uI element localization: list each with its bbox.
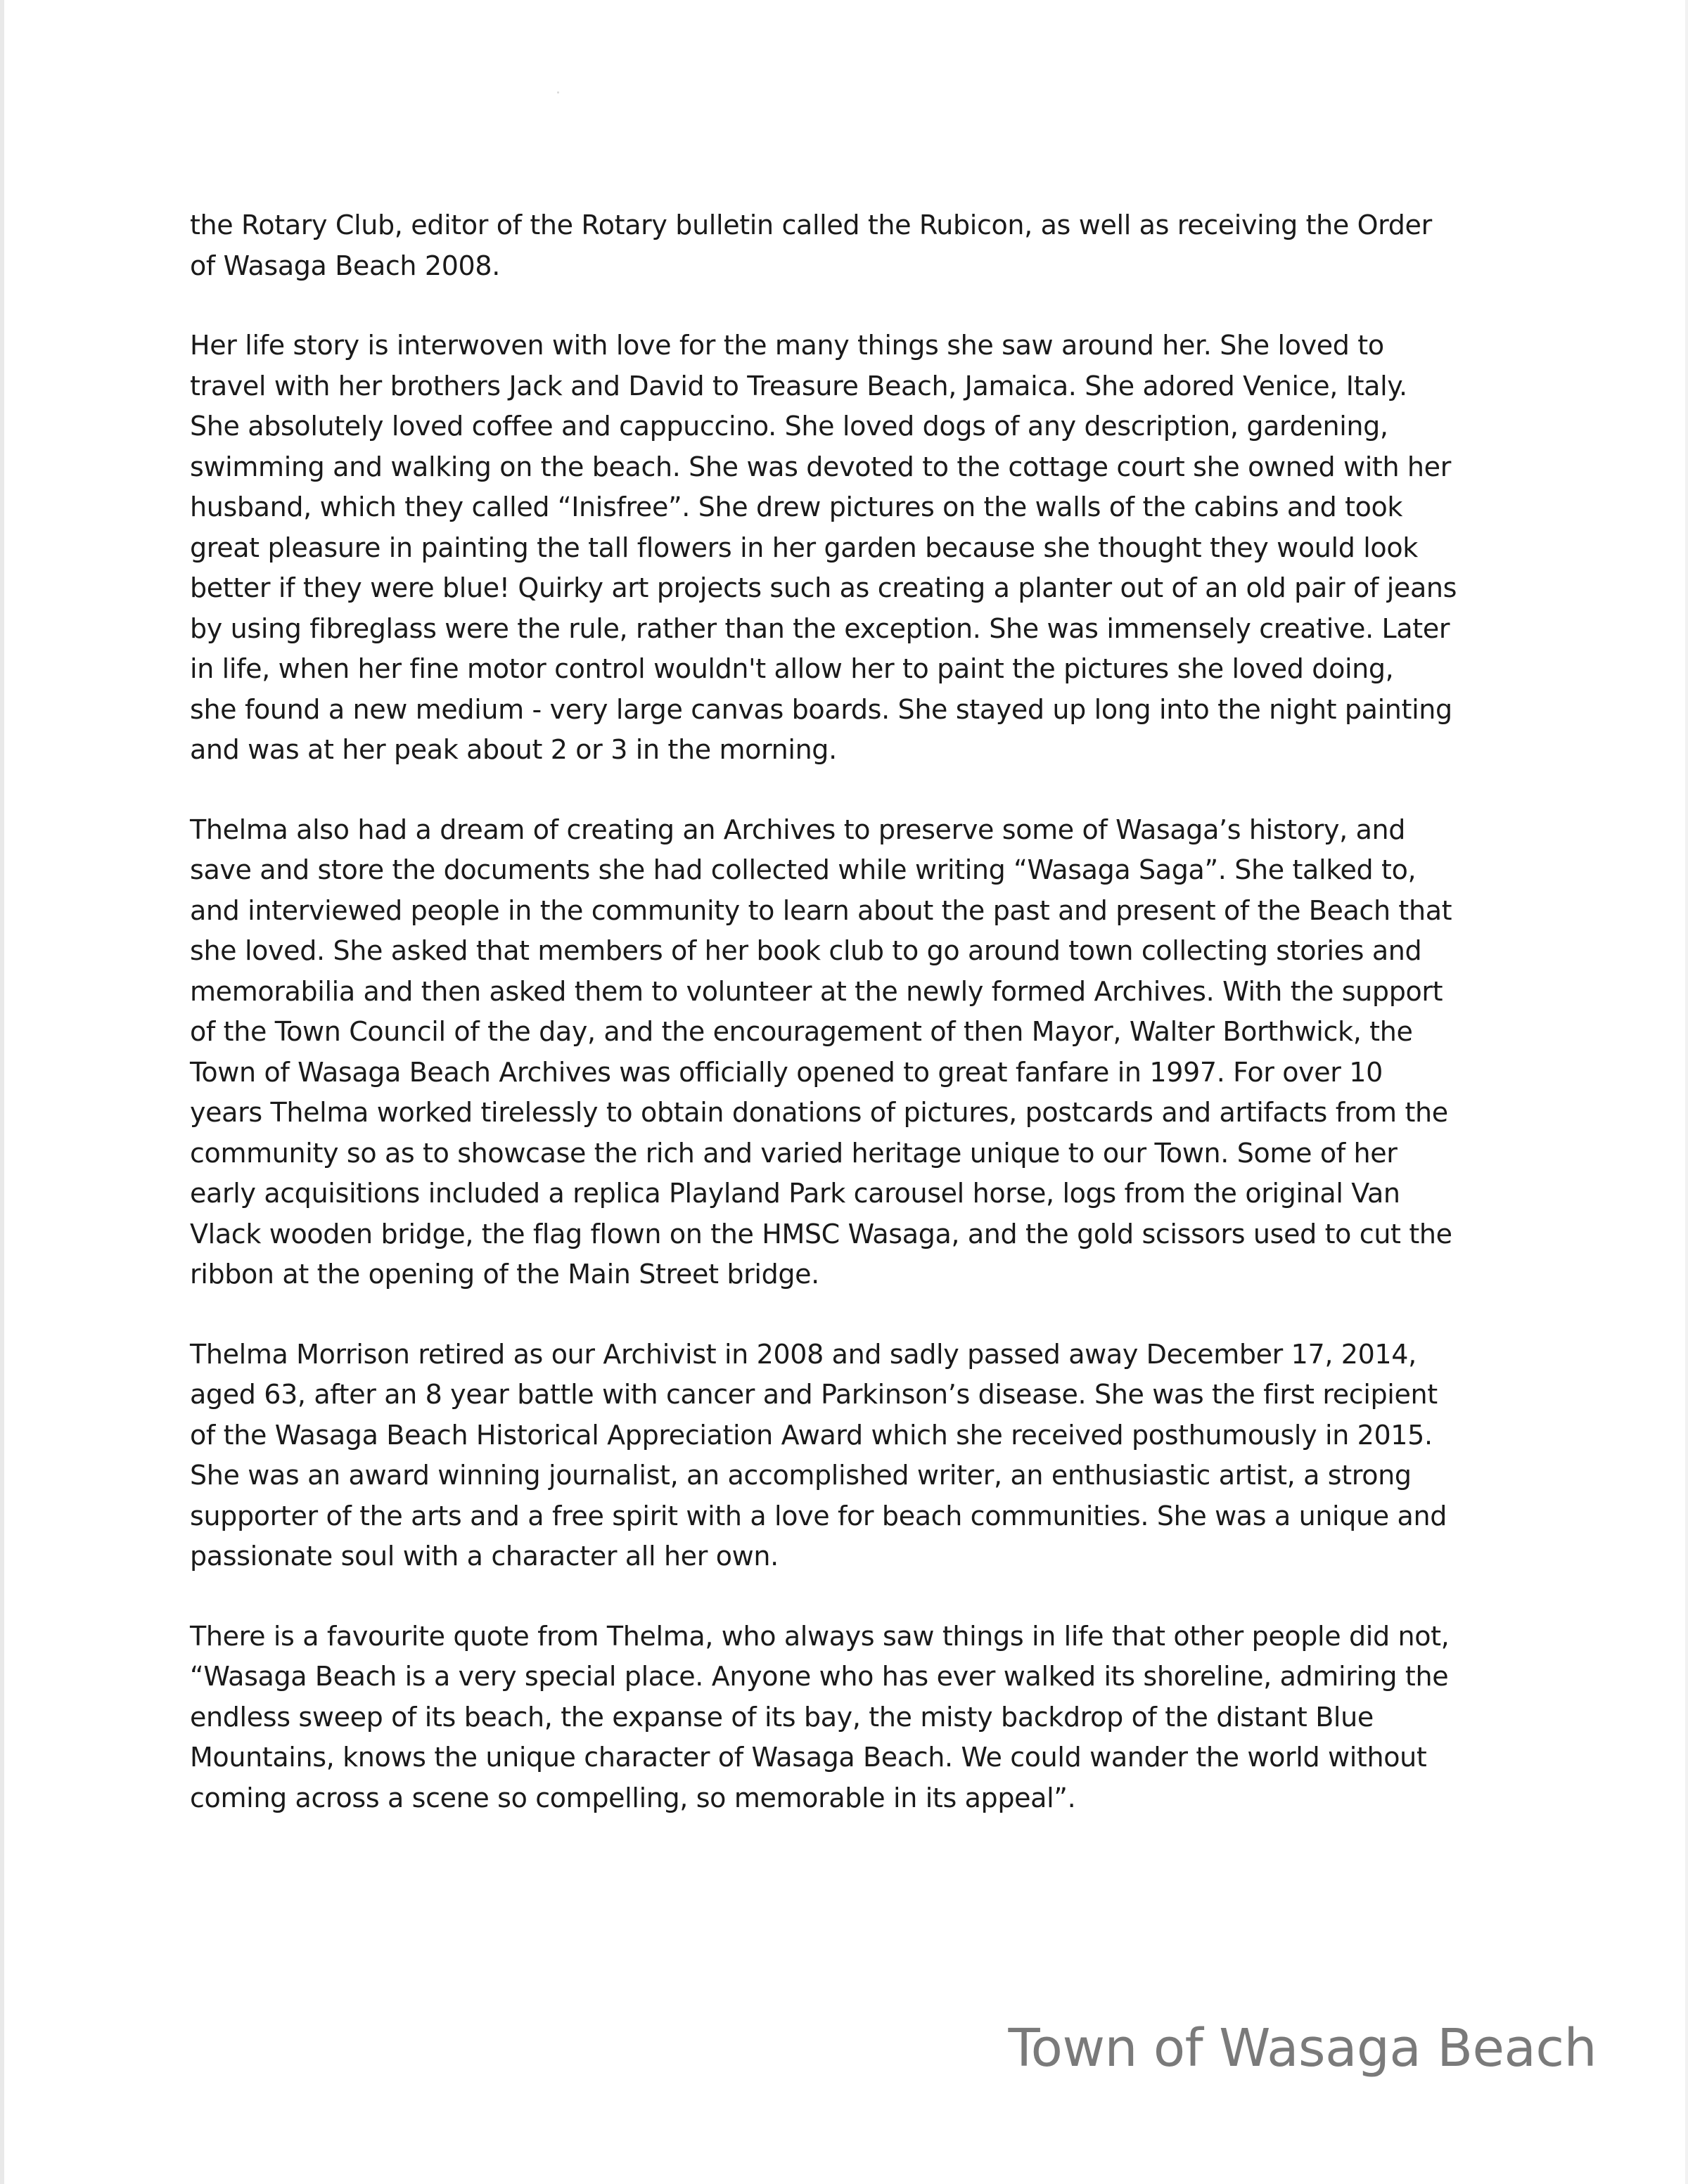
scan-speck	[557, 91, 559, 94]
text-line: “Wasaga Beach is a very special place. Anyone who has ever walked its shoreline, admiring the	[190, 1661, 1449, 1692]
text-line: the Rotary Club, editor of the Rotary bulletin called the Rubicon, as well as receiving the Order	[190, 210, 1432, 240]
text-line: save and store the documents she had collected while writing “Wasaga Saga”. She talked to,	[190, 854, 1417, 885]
text-line: better if they were blue! Quirky art projects such as creating a planter out of an old pair of jeans	[190, 572, 1457, 603]
text-line: travel with her brothers Jack and David to Treasure Beach, Jamaica. She adored Venice, Italy.	[190, 370, 1407, 402]
text-line: Thelma Morrison retired as our Archivist in 2008 and sadly passed away December 17, 2014,	[190, 1338, 1417, 1370]
text-line: Thelma also had a dream of creating an Archives to preserve some of Wasaga’s history, and	[190, 814, 1406, 845]
paragraph-life-story	[190, 326, 1498, 771]
text-line: endless sweep of its beach, the expanse of its bay, the misty backdrop of the distant Blue	[190, 1701, 1374, 1733]
text-line: community so as to showcase the rich and varied heritage unique to our Town. Some of her	[190, 1137, 1398, 1169]
text-line: in life, when her fine motor control wouldn't allow her to paint the pictures she loved doing,	[190, 653, 1394, 684]
paragraph-archives	[190, 810, 1498, 1295]
text-line: great pleasure in painting the tall flowers in her garden because she thought they would look	[190, 532, 1418, 563]
text-line: Town of Wasaga Beach Archives was officially opened to great fanfare in 1997. For over 10	[190, 1056, 1383, 1088]
text-line: by using fibreglass were the rule, rather than the exception. She was immensely creative. Later	[190, 612, 1450, 644]
text-line: of Wasaga Beach 2008.	[190, 250, 500, 281]
text-line: early acquisitions included a replica Playland Park carousel horse, logs from the original Van	[190, 1178, 1400, 1209]
text-line: Her life story is interwoven with love for the many things she saw around her. She loved to	[190, 330, 1384, 361]
text-line: ribbon at the opening of the Main Street bridge.	[190, 1259, 819, 1290]
text-line: coming across a scene so compelling, so memorable in its appeal”.	[190, 1782, 1076, 1813]
text-line: swimming and walking on the beach. She was devoted to the cottage court she owned with her	[190, 451, 1451, 482]
text-line: and interviewed people in the community to learn about the past and present of the Beach that	[190, 894, 1452, 926]
text-line: There is a favourite quote from Thelma, who always saw things in life that other people did not,	[190, 1620, 1450, 1652]
text-line: of the Town Council of the day, and the encouragement of then Mayor, Walter Borthwick, the	[190, 1016, 1413, 1047]
text-line: Mountains, knows the unique character of Wasaga Beach. We could wander the world without	[190, 1742, 1427, 1773]
scan-left-edge	[0, 0, 4, 2184]
text-line: She absolutely loved coffee and cappuccino. She loved dogs of any description, gardening,	[190, 411, 1388, 442]
body-text	[190, 205, 1498, 1858]
text-line: years Thelma worked tirelessly to obtain donations of pictures, postcards and artifacts from the	[190, 1097, 1448, 1128]
text-line: passionate soul with a character all her own.	[190, 1541, 779, 1572]
paragraph-rotary-club	[190, 205, 1498, 286]
footer-brand: Town of Wasaga Beach	[1008, 2018, 1597, 2079]
text-line: Vlack wooden bridge, the flag flown on the HMSC Wasaga, and the gold scissors used to cut the	[190, 1218, 1452, 1250]
text-line: husband, which they called “Inisfree”. She drew pictures on the walls of the cabins and took	[190, 492, 1403, 522]
paragraph-quote	[190, 1617, 1498, 1819]
text-line: and was at her peak about 2 or 3 in the morning.	[190, 734, 837, 765]
text-line: supporter of the arts and a free spirit with a love for beach communities. She was a unique and	[190, 1500, 1447, 1531]
text-line: She was an award winning journalist, an accomplished writer, an enthusiastic artist, a strong	[190, 1460, 1412, 1491]
paragraph-retirement	[190, 1335, 1498, 1577]
text-line: of the Wasaga Beach Historical Appreciation Award which she received posthumously in 2015.	[190, 1419, 1433, 1451]
scan-right-edge	[1685, 0, 1688, 2184]
text-line: she loved. She asked that members of her book club to go around town collecting stories and	[190, 935, 1422, 966]
text-line: memorabilia and then asked them to volunteer at the newly formed Archives. With the support	[190, 975, 1443, 1007]
text-line: aged 63, after an 8 year battle with cancer and Parkinson’s disease. She was the first recipient	[190, 1379, 1438, 1410]
text-line: she found a new medium - very large canvas boards. She stayed up long into the night painting	[190, 693, 1452, 725]
